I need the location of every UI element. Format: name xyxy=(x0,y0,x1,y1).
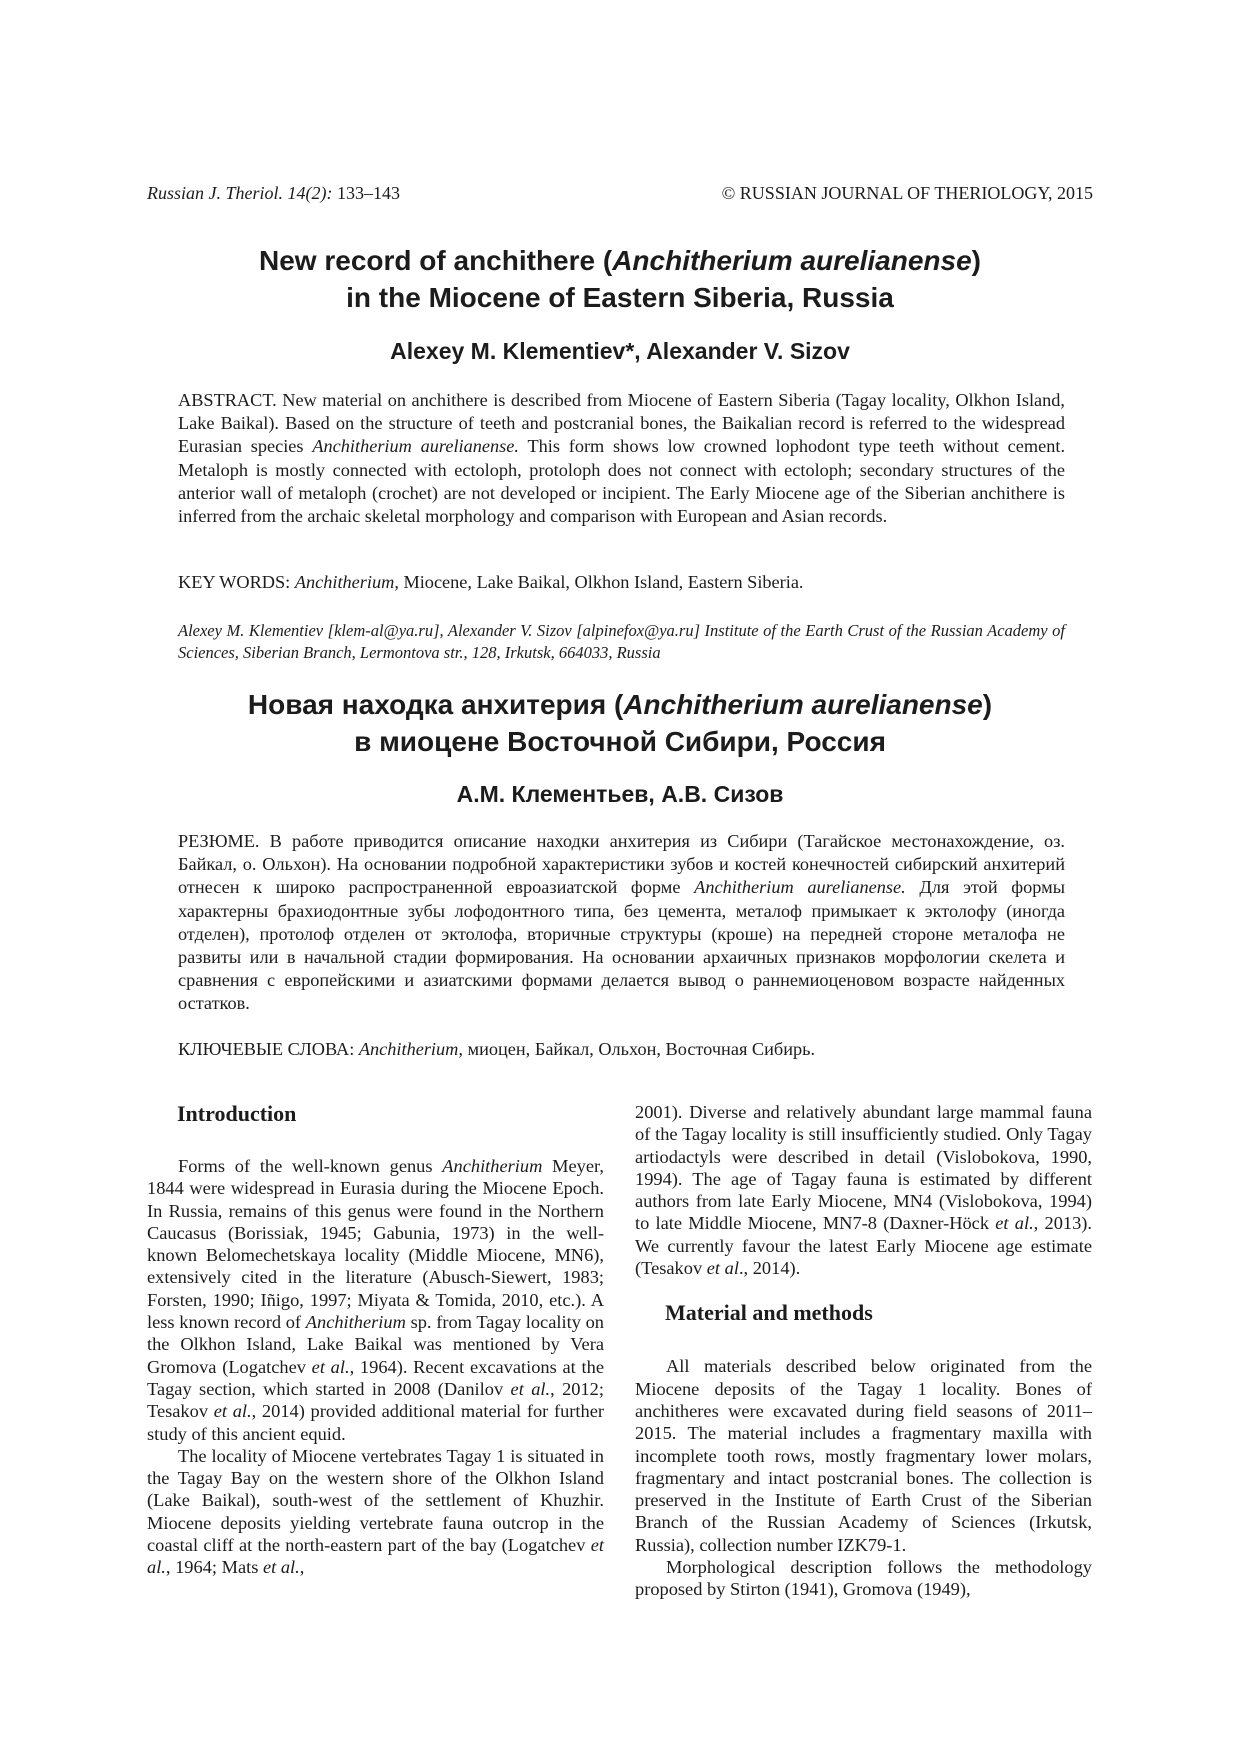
authors-english: Alexey M. Klementiev*, Alexander V. Sizov xyxy=(390,338,850,364)
section-heading-introduction: Introduction xyxy=(177,1101,297,1126)
paragraph: All materials described below originated from the Miocene deposits of the Tagay 1 locality. Bones of anchitheres were excavated during field seasons of 2011–2015. The material includes a fragmentary maxilla with incomplete tooth rows, mostly fragmentary lower molars, fragmentary and intact postcranial bones. The collection is preserved in the Institute of Earth Crust of the Siberian Branch of the Russian Academy of Sciences (Irkutsk, Russia), collection number IZK79-1. xyxy=(635,1356,1092,1555)
running-head-citation xyxy=(147,183,400,204)
species-name: Anchitherium aurelianense xyxy=(612,245,972,276)
species-name: Anchitherium aurelianense xyxy=(623,689,983,720)
authors-russian: А.М. Клементьев, А.В. Сизов xyxy=(456,781,784,807)
article-title-english: New record of anchithere (Anchitherium aurelianense) in the Miocene of Eastern Siberia, Russia xyxy=(259,245,981,313)
section-heading-material-methods: Material and methods xyxy=(665,1300,873,1326)
article-title-russian: Новая находка анхитерия (Anchitherium aurelianense) в миоцене Восточной Сибири, Россия xyxy=(247,689,993,757)
paragraph: Forms of the well-known genus Anchitherium Meyer, 1844 were widespread in Eurasia during the Miocene Epoch. In Russia, remains of this genus were found in the Northern Caucasus (Borissiak, 1945; Gabunia, 1973) in the well-known Belomechetskaya locality (Middle Miocene, MN6), extensively cited in the literature (Abusch-Siewert, 1983; Forsten, 1990; Iñigo, 1997; Miyata & Tomida, 2010, etc.). A less known record of Anchitherium sp. from Tagay locality on the Olkhon Island, Lake Baikal was mentioned by Vera Gromova (Logatchev et al., 1964). Recent excavations at the Tagay section, which started in 2008 (Danilov et al., 2012; Tesakov et al., 2014) provided additional material for further study of this ancient equid. xyxy=(147,1156,605,1444)
author-affiliation: Alexey M. Klementiev [klem-al@ya.ru], Alexander V. Sizov [alpinefox@ya.ru] Institute of the Earth Crust of the Russian Academy of Sciences, Siberian Branch, Lermontova str., 128, Irkutsk, 664033, Russia xyxy=(178,621,1065,662)
running-head-copyright: © RUSSIAN JOURNAL OF THERIOLOGY, 2015 xyxy=(721,183,1093,203)
paragraph: Morphological description follows the methodology proposed by Stirton (1941), Gromova (1949), xyxy=(635,1557,1092,1600)
page-range: 133–143 xyxy=(332,183,400,203)
body-column-left xyxy=(147,1100,604,1579)
running-head xyxy=(147,183,1093,209)
keywords-russian: КЛЮЧЕВЫЕ СЛОВА: Anchitherium, миоцен, Байкал, Ольхон, Восточная Сибирь. xyxy=(178,1039,816,1059)
keywords-english: KEY WORDS: Anchitherium, Miocene, Lake Baikal, Olkhon Island, Eastern Siberia. xyxy=(178,572,804,592)
journal-name: Russian J. Theriol. 14(2): xyxy=(147,183,333,203)
body-column-right xyxy=(635,1101,1092,1601)
abstract-russian: РЕЗЮМЕ. В работе приводится описание находки анхитерия из Сибири (Тагайское местонахождение, оз. Байкал, о. Ольхон). На основании подробной характеристики зубов и костей конечностей сибирский анхитерий отнесен к широко распространенной евроазиатской форме Anchitherium aurelianense. Для этой формы характерны брахиодонтные зубы лофодонтного типа, без цемента, металоф примыкает к эктолофу (иногда отделен), протолоф отделен от эктолофа, вторичные структуры (кроше) на передней стороне металофа не развиты или в начальной стадии формирования. На основании архаичных признаков морфологии скелета и сравнения с европейскими и азиатскими формами делается вывод о раннемиоценовом возрасте найденных остатков. xyxy=(178,831,1065,1014)
abstract-english: ABSTRACT. New material on anchithere is described from Miocene of Eastern Siberia (Tagay locality, Olkhon Island, Lake Baikal). Based on the structure of teeth and postcranial bones, the Baikalian record is referred to the widespread Eurasian species Anchitherium aurelianense. This form shows low crowned lophodont type teeth without cement. Metaloph is mostly connected with ectoloph, protoloph does not connect with ectoloph; secondary structures of the anterior wall of metaloph (crochet) are not developed or incipient. The Early Miocene age of the Siberian anchithere is inferred from the archaic skeletal morphology and comparison with European and Asian records. xyxy=(178,390,1066,527)
paragraph: 2001). Diverse and relatively abundant large mammal fauna of the Tagay locality is still insufficiently studied. Only Tagay artiodactyls were described in detail (Vislobokova, 1990, 1994). The age of Tagay fauna is estimated by different authors from late Early Miocene, MN4 (Vislobokova, 1994) to late Middle Miocene, MN7-8 (Daxner-Höck et al., 2013). We currently favour the latest Early Miocene age estimate (Tesakov et al., 2014). xyxy=(635,1102,1092,1279)
paragraph: The locality of Miocene vertebrates Tagay 1 is situated in the Tagay Bay on the western shore of the Olkhon Island (Lake Baikal), south-west of the settlement of Khuzhir. Miocene deposits yielding vertebrate fauna outcrop in the coastal cliff at the north-eastern part of the bay (Logatchev et al., 1964; Mats et al., xyxy=(147,1445,604,1578)
